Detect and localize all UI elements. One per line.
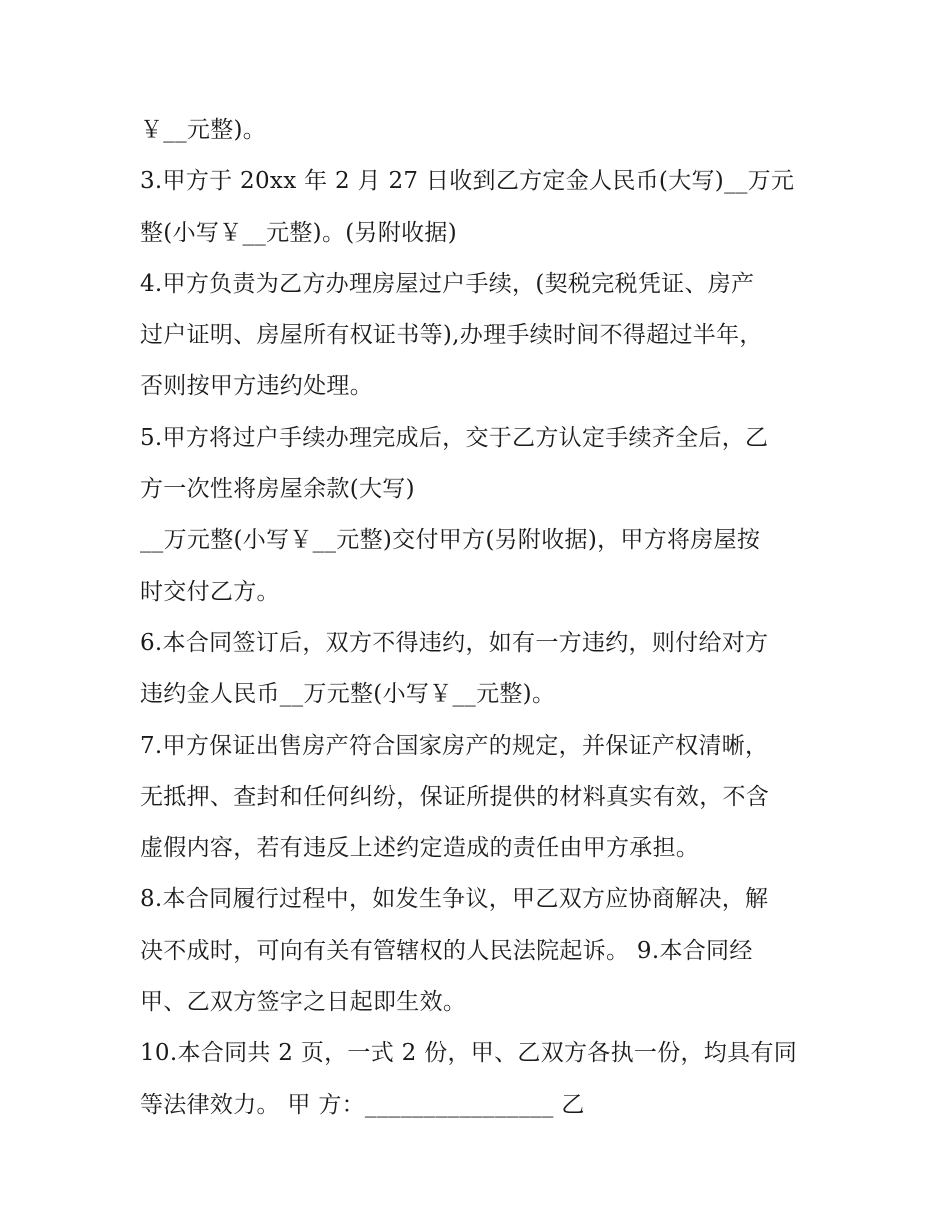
text-line: 否则按甲方违约处理。 <box>140 373 373 400</box>
text-line: 时交付乙方。 <box>140 578 280 605</box>
text-line: 虚假内容，若有违反上述约定造成的责任由甲方承担。 <box>140 835 700 862</box>
clause-4-line: 4.甲方负责为乙方办理房屋过户手续，(契税完税凭证、房产 <box>140 270 755 297</box>
text-line: 甲、乙双方签字之日起即生效。 <box>140 989 467 1016</box>
text-line: 过户证明、房屋所有权证书等),办理手续时间不得超过半年， <box>140 322 763 349</box>
text-line: 方一次性将房屋余款(大写) <box>140 476 415 503</box>
text-line: 决不成时，可向有关有管辖权的人民法院起诉。 9.本合同经 <box>140 937 753 964</box>
clause-10-line: 10.本合同共 2 页，一式 2 份，甲、乙双方各执一份，均具有同 <box>140 1040 797 1067</box>
clause-5-line: 5.甲方将过户手续办理完成后，交于乙方认定手续齐全后，乙 <box>140 424 769 451</box>
clause-7-line: 7.甲方保证出售房产符合国家房产的规定，并保证产权清晰， <box>140 732 769 759</box>
text-line: __万元整(小写￥__元整)交付甲方(另附收据)，甲方将房屋按 <box>140 527 761 554</box>
contract-page <box>140 112 820 1138</box>
text-line: 整(小写￥__元整)。(另附收据) <box>140 219 457 246</box>
text-line: ￥__元整)。 <box>140 117 267 143</box>
signature-line: 等法律效力。 甲 方：________________ 乙 <box>140 1091 585 1118</box>
clause-6-line: 6.本合同签订后，双方不得违约，如有一方违约，则付给对方 <box>140 629 769 656</box>
clause-8-line: 8.本合同履行过程中，如发生争议，甲乙双方应协商解决，解 <box>140 886 769 913</box>
clause-3-line: 3.甲方于 20xx 年 2 月 27 日收到乙方定金人民币(大写)__万元 <box>140 168 795 195</box>
text-line: 违约金人民币__万元整(小写￥__元整)。 <box>140 681 556 708</box>
text-line: 无抵押、查封和任何纠纷，保证所提供的材料真实有效，不含 <box>140 783 770 810</box>
